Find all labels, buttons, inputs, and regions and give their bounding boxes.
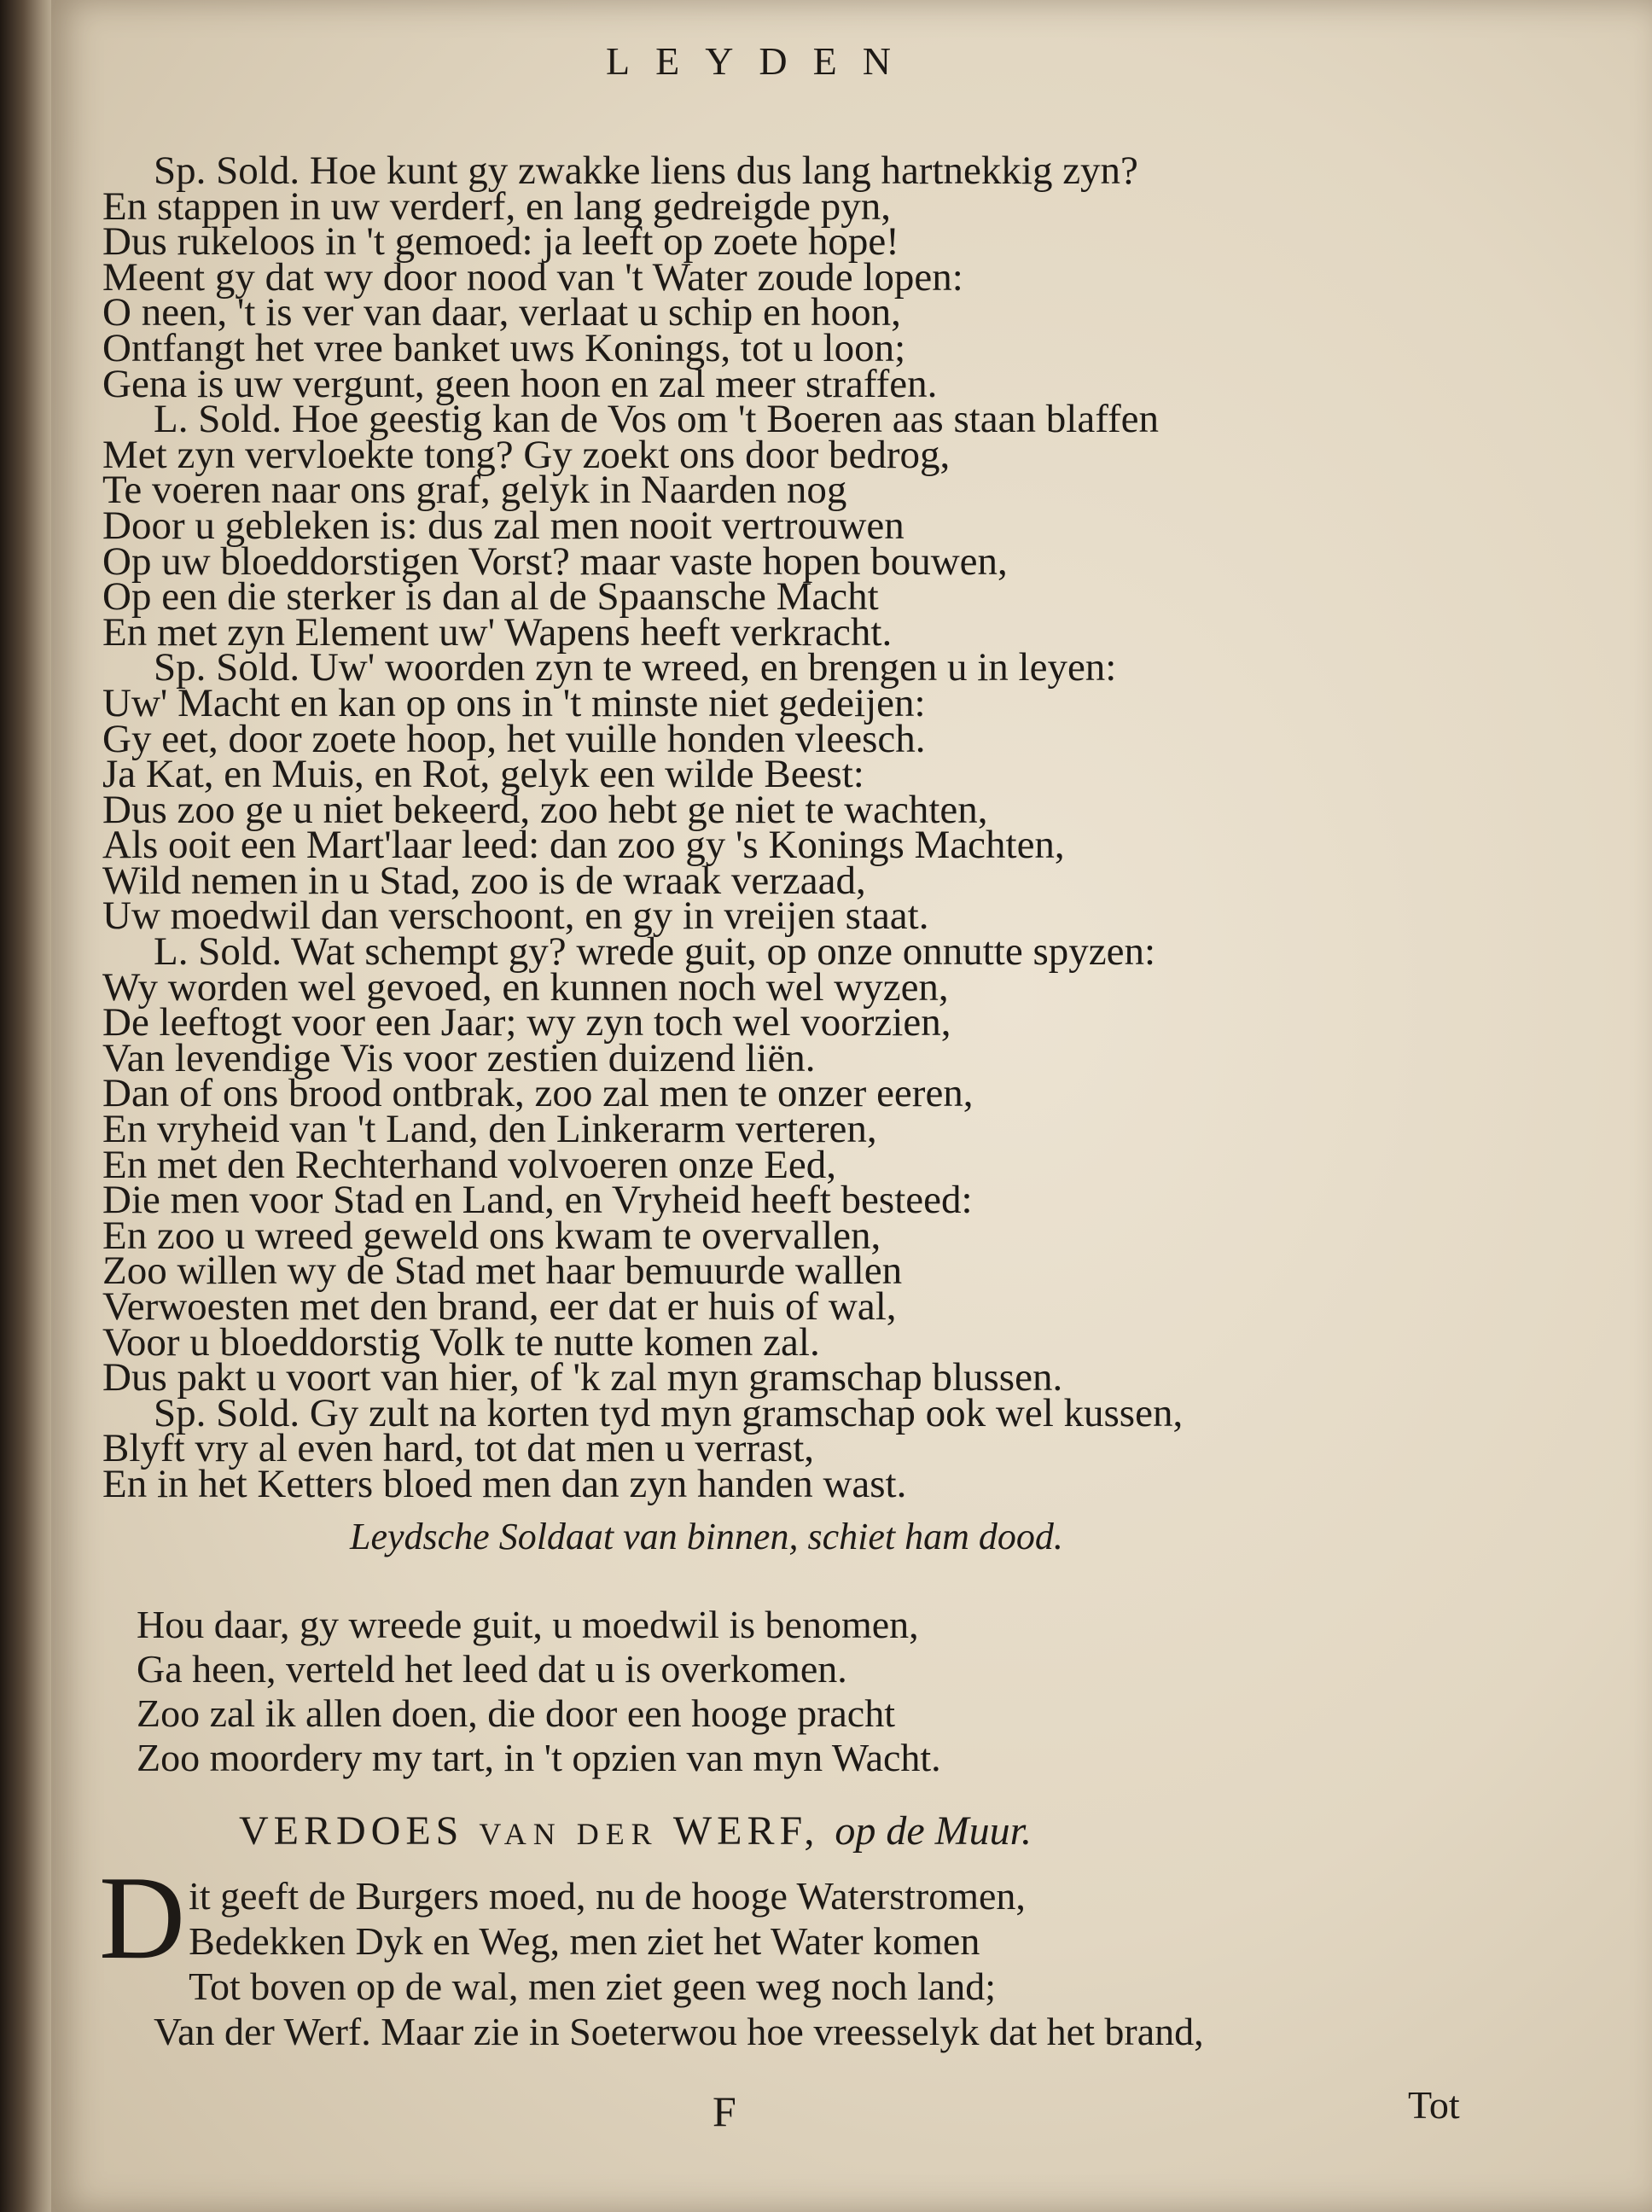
verse-line: Bedekken Dyk en Weg, men ziet het Water komen (189, 1919, 980, 1963)
verse-line: Die men voor Stad en Land, en Vryheid heeft besteed: (102, 1178, 973, 1223)
verse-line: En in het Ketters bloed men dan zyn handen wast. (102, 1461, 907, 1506)
verse-line: Op een die sterker is dan al de Spaansche Macht (102, 574, 879, 620)
running-head: LEYDEN (606, 39, 916, 83)
heading-name-2: WERF, (672, 1808, 820, 1854)
verse-line: Hou daar, gy wreede guit, u moedwil is benomen, (137, 1603, 919, 1646)
verse-line: L. Sold. Hoe geestig kan de Vos om 't Boeren aas staan blaffen (154, 397, 1160, 442)
verse-block-1 (102, 148, 1468, 1506)
verse-block-2 (137, 1603, 1416, 1780)
heading-particle: VAN DER (479, 1817, 659, 1851)
verse-line: Meent gy dat wy door nood van 't Water zoude lopen: (102, 254, 963, 300)
verse-line: Als ooit een Mart'laar leed: dan zoo gy 's Konings Machten, (102, 823, 1065, 868)
verse-line: Door u gebleken is: dus zal men nooit vertrouwen (102, 503, 905, 548)
verse-line: Uw moedwil dan verschoont, en gy in vreijen staat. (102, 894, 929, 939)
verse-line: En met den Rechterhand volvoeren onze Eed, (102, 1142, 837, 1187)
verse-line: Te voeren naar ons graf, gelyk in Naarden nog (102, 468, 847, 513)
verse-line: Zoo moordery my tart, in 't opzien van myn Wacht. (137, 1736, 941, 1779)
verse-line: Verwoesten met den brand, eer dat er huis of wal, (102, 1284, 897, 1329)
heading-name-1: VERDOES (239, 1808, 464, 1854)
verse-line: Met zyn vervloekte tong? Gy zoekt ons door bedrog, (102, 432, 951, 477)
verse-line: En met zyn Element uw' Wapens heeft verkracht. (102, 609, 893, 655)
verse-line: Dus rukeloos in 't gemoed: ja leeft op zoete hope! (102, 219, 899, 265)
speaker-heading (239, 1807, 1032, 1854)
verse-line: Tot boven op de wal, men ziet geen weg noch land; (189, 1965, 996, 2008)
verse-line: O neen, 't is ver van daar, verlaat u schip en hoon, (102, 290, 901, 335)
verse-line: Sp. Sold. Uw' woorden zyn te wreed, en brengen u in leyen: (154, 645, 1117, 690)
verse-line: Zoo willen wy de Stad met haar bemuurde wallen (102, 1249, 903, 1294)
book-page (51, 0, 1652, 2212)
heading-rest: op de Muur. (835, 1808, 1032, 1854)
verse-line: Ja Kat, en Muis, en Rot, gelyk een wilde Beest: (102, 752, 864, 797)
catchword: Tot (1408, 2083, 1460, 2127)
verse-line: De leeftogt voor een Jaar; wy zyn toch wel voorzien, (102, 1000, 951, 1045)
verse-line: Sp. Sold. Hoe kunt gy zwakke liens dus lang hartnekkig zyn? (154, 148, 1138, 193)
drop-capital: D (99, 1852, 186, 1984)
verse-block-3 (99, 1852, 1468, 2054)
verse-line: En stappen in uw verderf, en lang gedreigde pyn, (102, 183, 892, 229)
book-spine-edge (0, 0, 51, 2212)
verse-line: Uw' Macht en kan op ons in 't minste niet gedeijen: (102, 680, 926, 725)
verse-line: Van der Werf. Maar zie in Soeterwou hoe vreesselyk dat het brand, (154, 2010, 1204, 2053)
stage-direction: Leydsche Soldaat van binnen, schiet ham dood. (350, 1516, 1063, 1557)
verse-line: Gy eet, door zoete hoop, het vuille honden vleesch. (102, 716, 926, 761)
verse-line: it geeft de Burgers moed, nu de hooge Waterstromen, (189, 1874, 1026, 1918)
verse-line: En vryheid van 't Land, den Linkerarm verteren, (102, 1107, 877, 1152)
verse-line: Voor u bloeddorstig Volk te nutte komen zal. (102, 1319, 820, 1365)
verse-line: Wy worden wel gevoed, en kunnen noch wel wyzen, (102, 964, 949, 1010)
verse-line: L. Sold. Wat schempt gy? wrede guit, op onze onnutte spyzen: (154, 929, 1156, 975)
verse-line: Ontfangt het vree banket uws Konings, tot u loon; (102, 325, 906, 370)
verse-line: Ga heen, verteld het leed dat u is overkomen. (137, 1647, 847, 1691)
verse-line: Zoo zal ik allen doen, die door een hooge pracht (137, 1691, 896, 1735)
verse-line: Gena is uw vergunt, geen hoon en zal meer straffen. (102, 361, 938, 406)
verse-line: Wild nemen in u Stad, zoo is de wraak verzaad, (102, 858, 866, 903)
verse-line: Dan of ons brood ontbrak, zoo zal men te onzer eeren, (102, 1071, 974, 1116)
verse-line: Op uw bloeddorstigen Vorst? maar vaste hopen bouwen, (102, 538, 1008, 584)
verse-line: Dus zoo ge u niet bekeerd, zoo hebt ge niet te wachten, (102, 787, 988, 832)
verse-line: Sp. Sold. Gy zult na korten tyd myn gramschap ook wel kussen, (154, 1390, 1184, 1435)
verse-line: Dus pakt u voort van hier, of 'k zal myn gramschap blussen. (102, 1355, 1063, 1400)
signature-mark: F (713, 2087, 736, 2135)
verse-line: En zoo u wreed geweld ons kwam te overvallen, (102, 1213, 881, 1258)
verse-line: Van levendige Vis voor zestien duizend liën. (102, 1035, 816, 1080)
verse-line: Blyft vry al even hard, tot dat men u verrast, (102, 1426, 814, 1471)
